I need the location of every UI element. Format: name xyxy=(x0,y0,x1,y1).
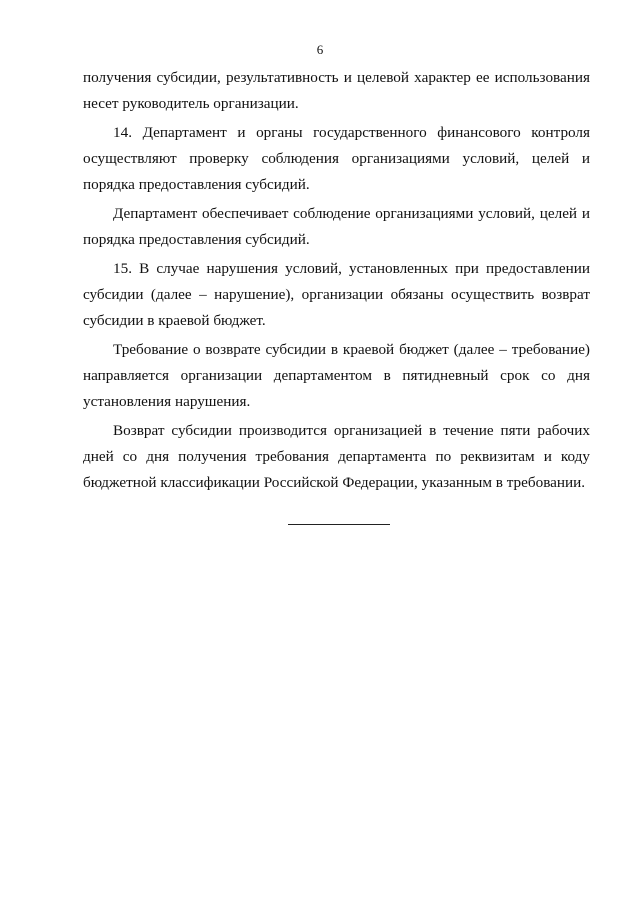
end-of-document-line xyxy=(288,524,390,525)
paragraph-continuation: получения субсидии, результативность и целевой характер ее использования несет руководитель организации. xyxy=(83,69,590,112)
paragraph-item-14: 14. Департамент и органы государственного финансового контроля осуществляют проверку соблюдения организациями условий, целей и порядка предоставления субсидий. xyxy=(83,124,590,193)
page-number: 6 xyxy=(316,42,324,57)
paragraph-item-15: 15. В случае нарушения условий, установленных при предоставлении субсидии (далее – нарушение), организации обязаны осуществить возврат субсидии в краевой бюджет. xyxy=(83,260,590,329)
paragraph-refund-procedure: Возврат субсидии производится организацией в течение пяти рабочих дней со дня получения требования департамента по реквизитам и коду бюджетной классификации Российской Федерации, указанным в требовании. xyxy=(83,422,590,491)
paragraph-refund-requirement: Требование о возврате субсидии в краевой бюджет (далее – требование) направляется организации департаментом в пятидневный срок со дня установления нарушения. xyxy=(83,341,590,410)
document-body xyxy=(83,65,590,496)
paragraph-department-ensures: Департамент обеспечивает соблюдение организациями условий, целей и порядка предоставления субсидий. xyxy=(83,205,590,248)
